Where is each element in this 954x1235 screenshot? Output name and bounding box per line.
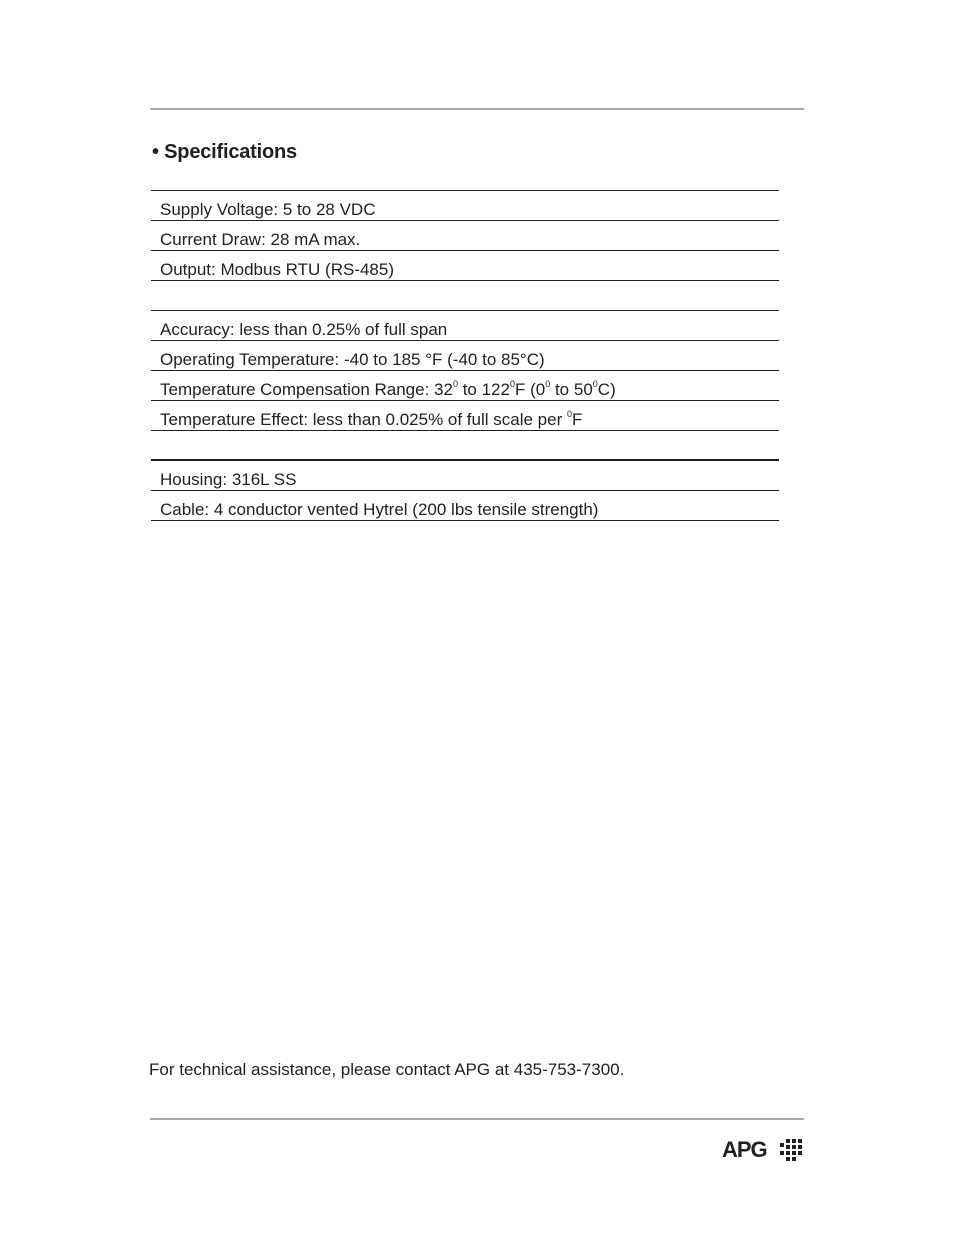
spec-row-temperature-effect (151, 401, 779, 431)
top-divider (150, 108, 804, 110)
spec-row-output (151, 251, 779, 281)
spec-row-supply-voltage (151, 191, 779, 221)
logo-dot-grid-icon (780, 1139, 802, 1161)
spec-text: Housing: 316L SS (160, 470, 297, 489)
section-heading: • Specifications (152, 141, 297, 163)
spec-row-operating-temperature (151, 341, 779, 371)
spec-row-temperature-compensation (151, 371, 779, 401)
specifications-table (151, 190, 779, 521)
apg-logo (722, 1137, 804, 1163)
spec-text: Temperature Effect: less than 0.025% of full scale per $^0$F (160, 409, 583, 429)
spec-row-cable (151, 491, 779, 521)
spec-text: Temperature Compensation Range: $32^0$ to $122^0F$ ($0^0$ to $50^0C$) (160, 379, 616, 399)
spec-text: Supply Voltage: 5 to 28 VDC (160, 200, 376, 219)
spec-row-blank (151, 431, 779, 461)
bottom-divider (150, 1118, 804, 1120)
spec-text: Operating Temperature: -40 to 185 °F (-40 to 85°C) (160, 350, 545, 369)
spec-text: Output: Modbus RTU (RS-485) (160, 260, 394, 279)
spec-row-accuracy (151, 311, 779, 341)
spec-text: Accuracy: less than 0.25% of full span (160, 320, 448, 339)
spec-row-blank (151, 281, 779, 311)
spec-row-current-draw (151, 221, 779, 251)
logo-wordmark: APG (722, 1137, 767, 1162)
spec-text: Cable: 4 conductor vented Hytrel (200 lbs tensile strength) (160, 500, 599, 519)
technical-assistance-note: For technical assistance, please contact APG at 435-753-7300. (149, 1060, 625, 1079)
spec-text: Current Draw: 28 mA max. (160, 230, 361, 249)
spec-row-housing (151, 461, 779, 491)
